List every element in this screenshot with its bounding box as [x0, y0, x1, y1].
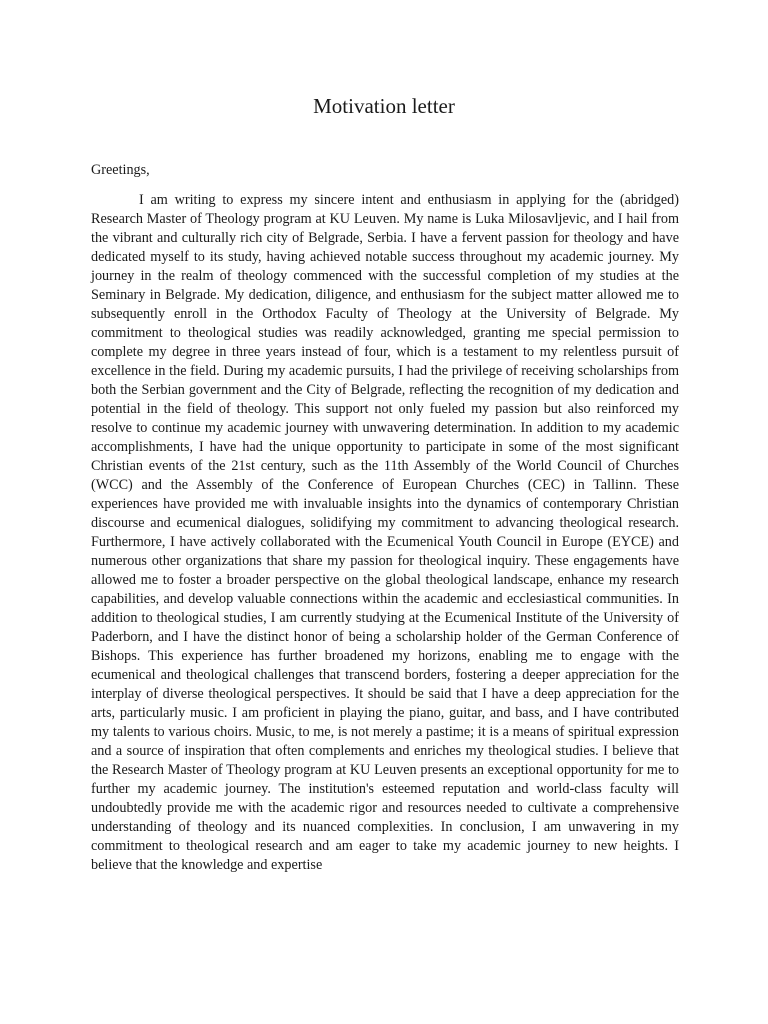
document-title: Motivation letter [313, 94, 455, 118]
letter-body-paragraph: I am writing to express my sincere intent and enthusiasm in applying for the (abridged) Research Master of Theology program at KU Leuven. My name is Luka Milosavljevic, and I hail from the vibrant and culturally rich city of Belgrade, Serbia. I have a fervent passion for theology and have dedicated myself to its study, having achieved notable success throughout my academic journey. My journey in the realm of theology commenced with the successful completion of my studies at the Seminary in Belgrade. My dedication, diligence, and enthusiasm for the subject matter allowed me to subsequently enroll in the Orthodox Faculty of Theology at the University of Belgrade. My commitment to theological studies was readily acknowledged, granting me special permission to complete my degree in three years instead of four, which is a testament to my relentless pursuit of excellence in the field. During my academic pursuits, I had the privilege of receiving scholarships from both the Serbian government and the City of Belgrade, reflecting the recognition of my dedication and potential in the field of theology. This support not only fueled my passion but also reinforced my resolve to continue my academic journey with unwavering determination. In addition to my academic accomplishments, I have had the unique opportunity to participate in some of the most significant Christian events of the 21st century, such as the 11th Assembly of the World Council of Churches (WCC) and the Assembly of the Conference of European Churches (CEC) in Tallinn. These experiences have provided me with invaluable insights into the dynamics of contemporary Christian discourse and ecumenical dialogues, solidifying my commitment to advancing theological research. Furthermore, I have actively collaborated with the Ecumenical Youth Council in Europe (EYCE) and numerous other organizations that share my passion for theological inquiry. These engagements have allowed me to foster a broader perspective on the global theological landscape, enhance my research capabilities, and develop valuable connections within the academic and ecclesiastical communities. In addition to theological studies, I am currently studying at the Ecumenical Institute of the University of Paderborn, and I have the distinct honor of being a scholarship holder of the German Conference of Bishops. This experience has further broadened my horizons, enabling me to engage with the ecumenical and theological challenges that transcend borders, fostering a deeper appreciation for the interplay of diverse theological perspectives. It should be said that I have a deep appreciation for the arts, particularly music. I am proficient in playing the piano, guitar, and bass, and I have contributed my talents to various choirs. Music, to me, is not merely a pastime; it is a means of spiritual expression and a source of inspiration that often complements and enriches my theological studies. I believe that the Research Master of Theology program at KU Leuven presents an exceptional opportunity for me to further my academic journey. The institution's esteemed reputation and world-class faculty will undoubtedly provide me with the academic rigor and resources needed to cultivate a comprehensive understanding of theology and its nuanced complexities. In conclusion, I am unwavering in my commitment to theological research and am eager to take my academic journey to new heights. I believe that the knowledge and expertise [91, 192, 679, 873]
greeting-line: Greetings, [91, 162, 150, 178]
